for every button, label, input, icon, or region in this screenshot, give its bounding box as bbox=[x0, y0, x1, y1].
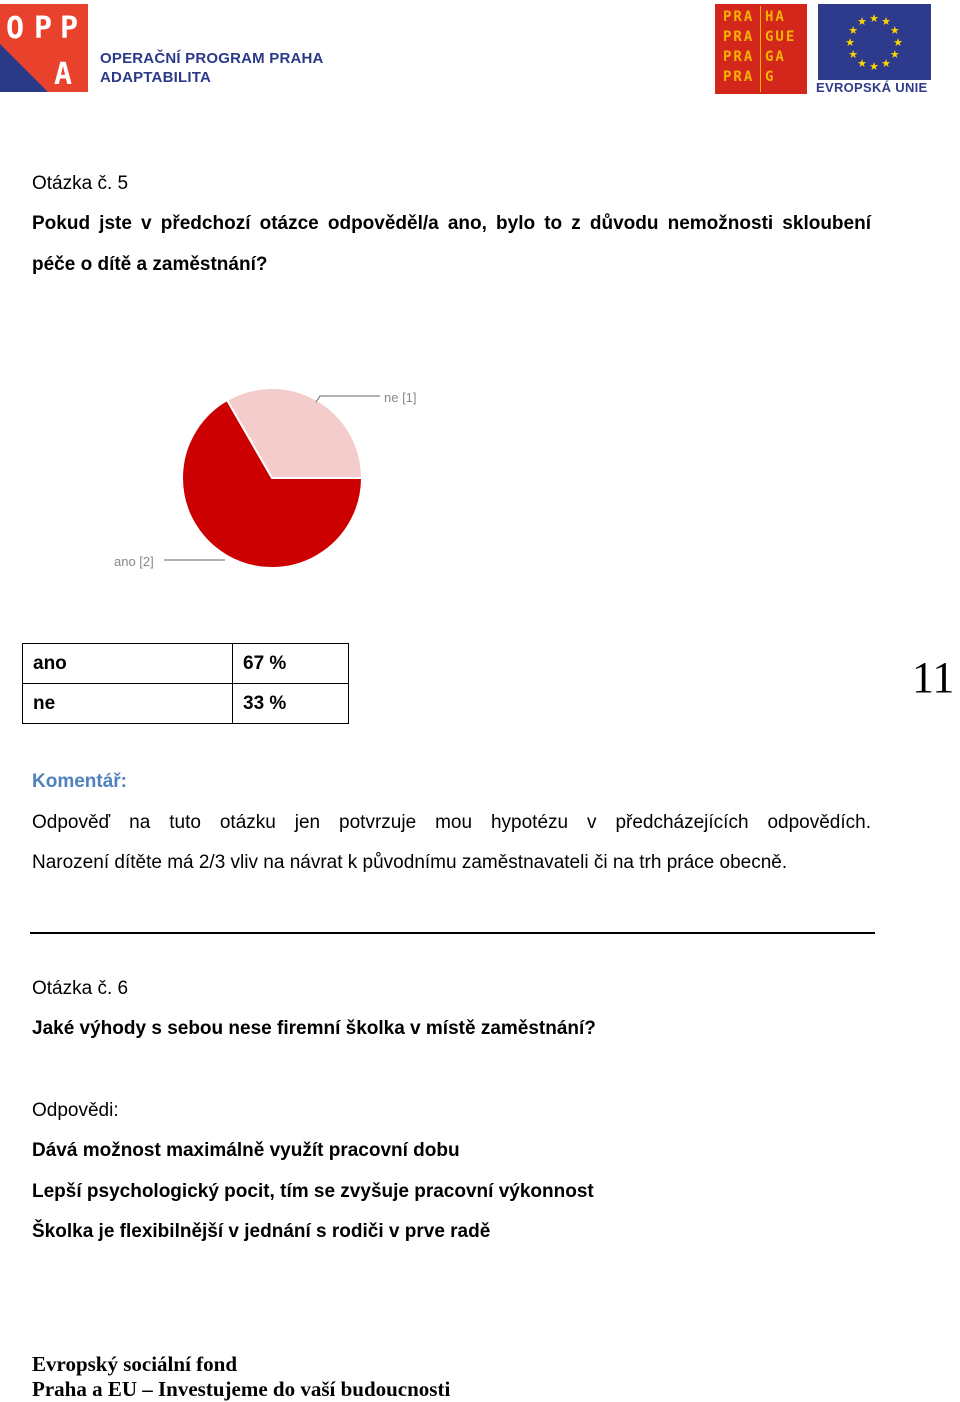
q6-answer-item: Školka je flexibilnější v jednání s rodiči v prve radě bbox=[32, 1221, 491, 1242]
q6-number: Otázka č. 6 bbox=[32, 978, 129, 999]
footer-line1: Evropský sociální fond bbox=[32, 1352, 238, 1376]
eu-star-icon: ★ bbox=[889, 25, 900, 37]
comment-line2: Narození dítěte má 2/3 vliv na návrat k původnímu zaměstnavateli či na trh práce obecně. bbox=[32, 852, 788, 873]
praha-cell-6: GA bbox=[765, 49, 786, 65]
q6-answers-label: Odpovědi: bbox=[32, 1100, 119, 1121]
eu-star-icon: ★ bbox=[889, 49, 900, 61]
pie-slices bbox=[182, 388, 362, 568]
table-cell-percent: 33 % bbox=[233, 684, 349, 724]
q6-answer-item: Lepší psychologický pocit, tím se zvyšuje pracovní výkonnost bbox=[32, 1181, 594, 1202]
q5-text-line2: péče o dítě a zaměstnání? bbox=[32, 254, 268, 275]
table-row bbox=[23, 684, 349, 724]
eu-star-icon: ★ bbox=[869, 61, 879, 73]
table-cell-answer: ano bbox=[23, 644, 233, 684]
comment-label: Komentář: bbox=[32, 771, 128, 792]
eu-star-icon: ★ bbox=[857, 16, 867, 29]
praha-logo bbox=[715, 4, 807, 94]
footer-line2: Praha a EU – Investujeme do vaší budoucnosti bbox=[32, 1377, 451, 1401]
q5-text-line1: Pokud jste v předchozí otázce odpověděl/a ano, bylo to z důvodu nemožnosti skloubení bbox=[32, 213, 871, 234]
section-divider bbox=[30, 932, 875, 934]
eu-star-icon: ★ bbox=[848, 25, 859, 37]
eu-star-icon: ★ bbox=[845, 37, 855, 49]
opp-letter-a: A bbox=[54, 57, 73, 92]
opp-title-line1: OPERAČNÍ PROGRAM PRAHA bbox=[100, 50, 324, 67]
page-number: 11 bbox=[912, 653, 955, 702]
pie-label-ne: ne [1] bbox=[384, 390, 417, 405]
eu-stars-icon bbox=[818, 4, 931, 80]
q6-answer-item: Dává možnost maximálně využít pracovní dobu bbox=[32, 1140, 460, 1161]
opp-letter-p2: P bbox=[60, 11, 79, 46]
eu-flag bbox=[818, 4, 931, 80]
opp-title-line2: ADAPTABILITA bbox=[100, 69, 211, 86]
praha-cell-8: G bbox=[765, 69, 776, 85]
eu-star-icon: ★ bbox=[881, 16, 891, 29]
eu-label: EVROPSKÁ UNIE bbox=[816, 80, 928, 95]
praha-cell-2: HA bbox=[765, 9, 786, 25]
comment-line1: Odpověď na tuto otázku jen potvrzuje mou hypotézu v předcházejících odpovědích. bbox=[32, 812, 871, 833]
eu-star-icon: ★ bbox=[869, 13, 879, 25]
praha-cell-5: PRA bbox=[723, 49, 755, 65]
table-row bbox=[23, 644, 349, 684]
opp-letter-p1: P bbox=[34, 11, 53, 46]
opp-title bbox=[100, 49, 324, 87]
eu-star-icon: ★ bbox=[881, 57, 891, 70]
table-cell-answer: ne bbox=[23, 684, 233, 724]
table-cell-percent: 67 % bbox=[233, 644, 349, 684]
q6-text: Jaké výhody s sebou nese firemní školka v místě zaměstnání? bbox=[32, 1018, 596, 1039]
results-table bbox=[22, 643, 349, 724]
eu-star-icon: ★ bbox=[893, 37, 903, 49]
eu-star-icon: ★ bbox=[848, 49, 859, 61]
pie-leader-ne bbox=[316, 396, 380, 402]
eu-star-icon: ★ bbox=[857, 57, 867, 70]
pie-label-ano: ano [2] bbox=[114, 554, 154, 569]
praha-logo-divider bbox=[760, 6, 761, 92]
opp-letter-o: O bbox=[6, 11, 25, 46]
pie-chart bbox=[100, 380, 440, 580]
praha-cell-4: GUE bbox=[765, 29, 797, 45]
praha-cell-3: PRA bbox=[723, 29, 755, 45]
praha-cell-7: PRA bbox=[723, 69, 755, 85]
q5-number: Otázka č. 5 bbox=[32, 173, 129, 194]
praha-cell-1: PRA bbox=[723, 9, 755, 25]
